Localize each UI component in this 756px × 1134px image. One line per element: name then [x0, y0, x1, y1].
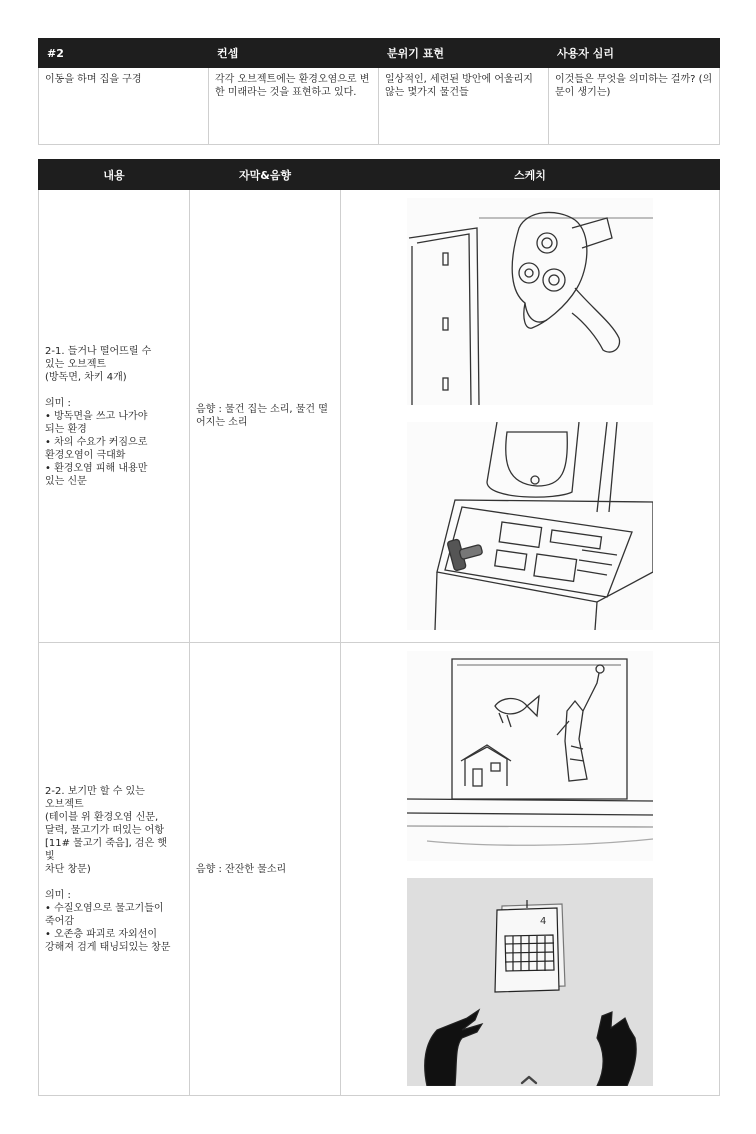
storyboard-table	[38, 159, 720, 1096]
content-line: • 환경오염 피해 내용만	[45, 462, 148, 474]
storyboard-header-row	[39, 160, 720, 190]
row-2-1-content	[39, 190, 190, 643]
summary-header-psychology: 사용자 심리	[549, 39, 720, 68]
content-line: 있는 오브젝트	[45, 358, 107, 370]
content-line: • 차의 수요가 커짐으로	[45, 436, 148, 448]
row-2-1-sound: 음향 : 물건 집는 소리, 물건 떨어지는 소리	[190, 190, 341, 643]
content-line: 2-1. 들거나 떨어뜨릴 수	[45, 345, 152, 357]
storyboard-header-content: 내용	[39, 160, 190, 190]
content-line: 차단 창문)	[45, 863, 91, 875]
calendar-hands-sketch	[407, 878, 653, 1086]
storyboard-row-2-2	[39, 643, 720, 1096]
summary-header-id: #2	[39, 39, 209, 68]
content-line: • 방독면을 쓰고 나가야	[45, 410, 148, 422]
summary-header-mood: 분위기 표현	[379, 39, 549, 68]
storyboard-header-sketch: 스케치	[341, 160, 720, 190]
content-line: 되는 환경	[45, 423, 87, 435]
summary-header-row	[39, 39, 720, 68]
content-gap	[45, 384, 173, 397]
content-line: 죽어감	[45, 915, 74, 927]
row-2-1-sketches	[341, 190, 720, 643]
content-line: 의미 :	[45, 889, 71, 901]
content-line: [11# 물고기 죽음], 검은 햇빛	[45, 837, 168, 862]
content-line: 달력, 물고기가 떠있는 어항	[45, 824, 164, 836]
content-line: (테이블 위 환경오염 신문,	[45, 811, 159, 823]
summary-table	[38, 38, 720, 145]
summary-cell-psychology: 이것들은 무엇을 의미하는 걸까? (의문이 생기는)	[549, 68, 720, 145]
storyboard-header-sound: 자막&음향	[190, 160, 341, 190]
content-line: 강해져 검게 태닝되있는 창문	[45, 941, 171, 953]
content-line: • 수질오염으로 물고기들이	[45, 902, 164, 914]
summary-row	[39, 68, 720, 145]
summary-cell-mood: 일상적인, 세련된 방안에 어울리지 않는 몇가지 물건들	[379, 68, 549, 145]
content-line: (방독면, 차키 4개)	[45, 371, 127, 383]
fish-tank-sketch	[407, 651, 653, 861]
row-2-2-sound: 음향 : 잔잔한 물소리	[190, 643, 341, 1096]
content-line: 오브젝트	[45, 798, 84, 810]
newspaper-car-key-sketch	[407, 422, 653, 630]
row-2-2-sketches	[341, 643, 720, 1096]
content-line: 의미 :	[45, 397, 71, 409]
content-line: • 오존층 파괴로 자외선이	[45, 928, 158, 940]
content-line: 2-2. 보기만 할 수 있는	[45, 785, 145, 797]
storyboard-row-2-1	[39, 190, 720, 643]
summary-cell-action: 이동을 하며 집을 구경	[39, 68, 209, 145]
content-line: 있는 신문	[45, 475, 87, 487]
content-gap	[45, 876, 173, 889]
calendar-month-number: 4	[540, 916, 547, 927]
summary-cell-concept: 각각 오브젝트에는 환경오염으로 변한 미래라는 것을 표현하고 있다.	[209, 68, 379, 145]
content-line: 환경오염이 극대화	[45, 449, 126, 461]
chevron-up-icon[interactable]	[517, 1072, 541, 1086]
summary-header-concept: 컨셉	[209, 39, 379, 68]
row-2-2-content	[39, 643, 190, 1096]
gas-mask-sketch	[407, 198, 653, 405]
